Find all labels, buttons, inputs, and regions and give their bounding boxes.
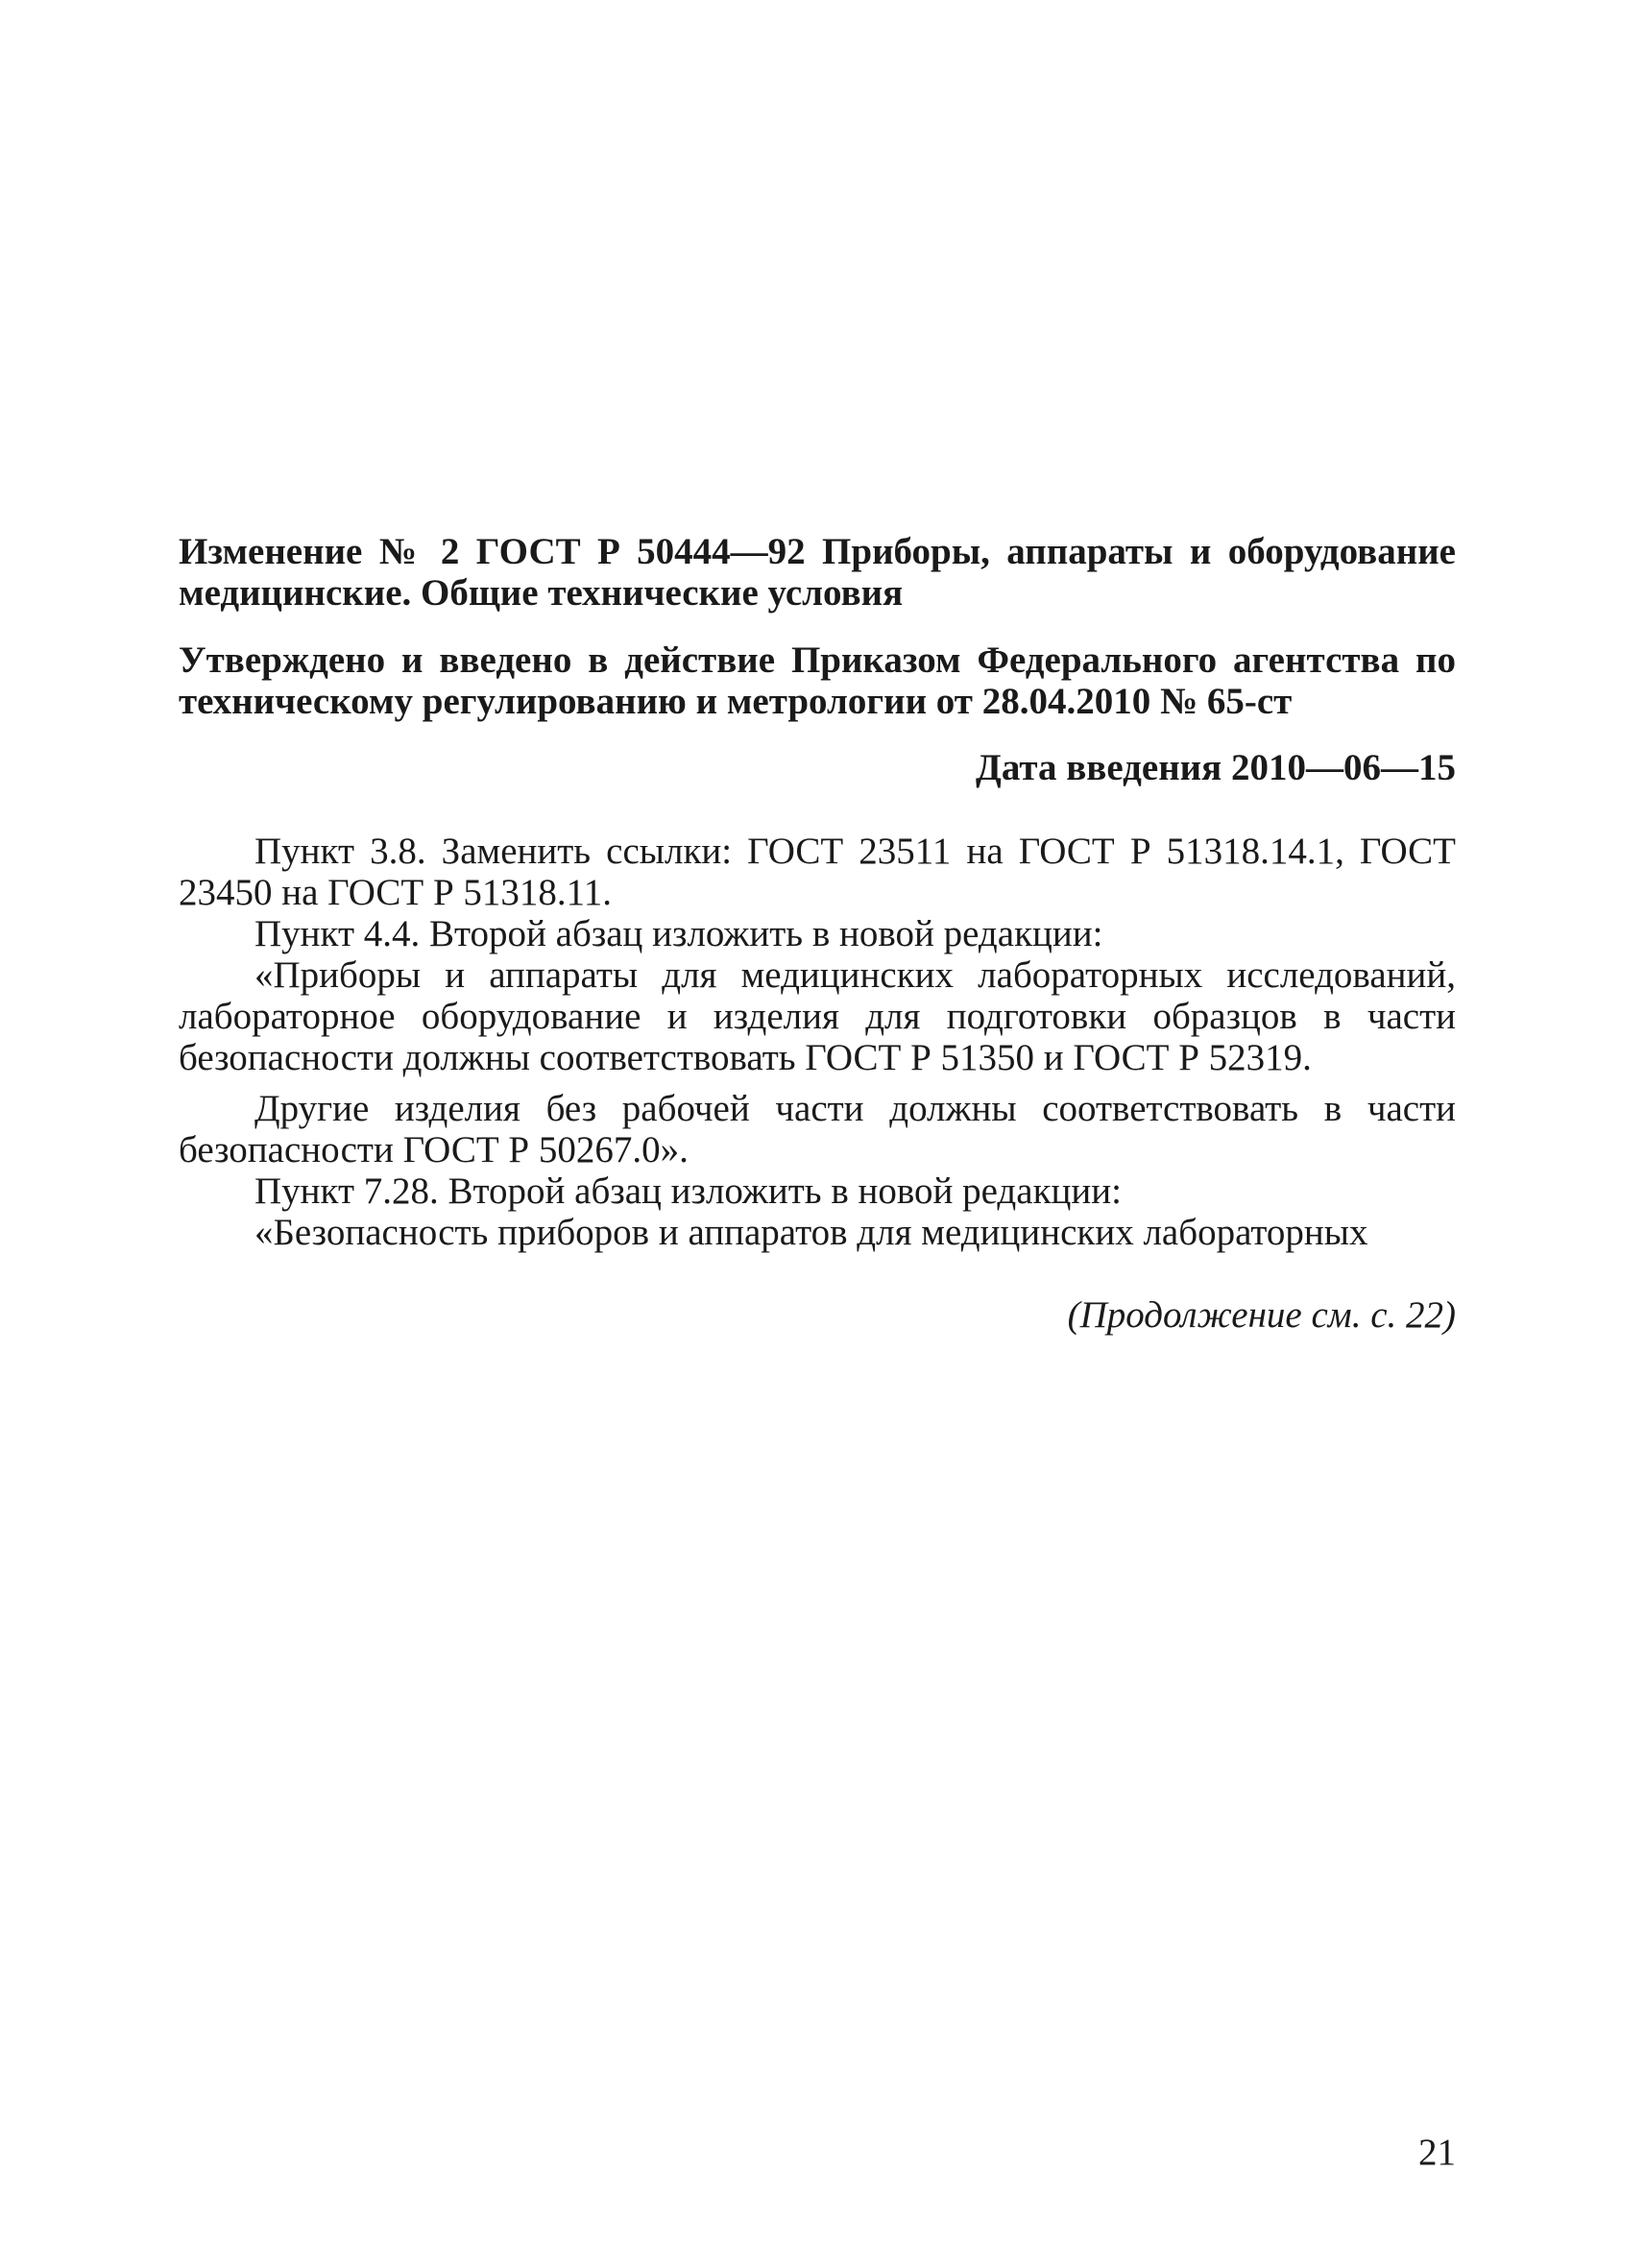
- introduction-date: Дата введения 2010—06—15: [976, 747, 1456, 788]
- page-number: 21: [1418, 2132, 1456, 2173]
- amendment-title: Изменение № 2 ГОСТ Р 50444—92 Приборы, аппараты и оборудование медицинские. Общие технические условия: [179, 531, 1456, 614]
- continuation-note: (Продолжение см. с. 22): [1067, 1294, 1456, 1336]
- paragraph-quote-safety: «Безопасность приборов и аппаратов для медицинских лабораторных: [254, 1212, 1368, 1253]
- paragraph-item-3-8: Пункт 3.8. Заменить ссылки: ГОСТ 23511 на ГОСТ Р 51318.14.1, ГОСТ 23450 на ГОСТ Р 51318.11.: [179, 831, 1456, 913]
- document-content: [179, 531, 1456, 1336]
- paragraph-other-devices: Другие изделия без рабочей части должны соответствовать в части безопасности ГОСТ Р 50267.0».: [179, 1088, 1456, 1170]
- amendment-body: [179, 831, 1456, 1253]
- paragraph-quote-lab-devices: «Приборы и аппараты для медицинских лабораторных исследований, лабораторное оборудование и изделия для подготовки образцов в части безопасности должны соответствовать ГОСТ Р 51350 и ГОСТ Р 52319.: [179, 954, 1456, 1078]
- approval-statement: Утверждено и введено в действие Приказом Федерального агентства по техническому регулированию и метрологии от 28.04.2010 № 65-ст: [179, 639, 1456, 722]
- paragraph-item-7-28: Пункт 7.28. Второй абзац изложить в новой редакции:: [254, 1170, 1122, 1212]
- paragraph-item-4-4: Пункт 4.4. Второй абзац изложить в новой редакции:: [254, 913, 1103, 954]
